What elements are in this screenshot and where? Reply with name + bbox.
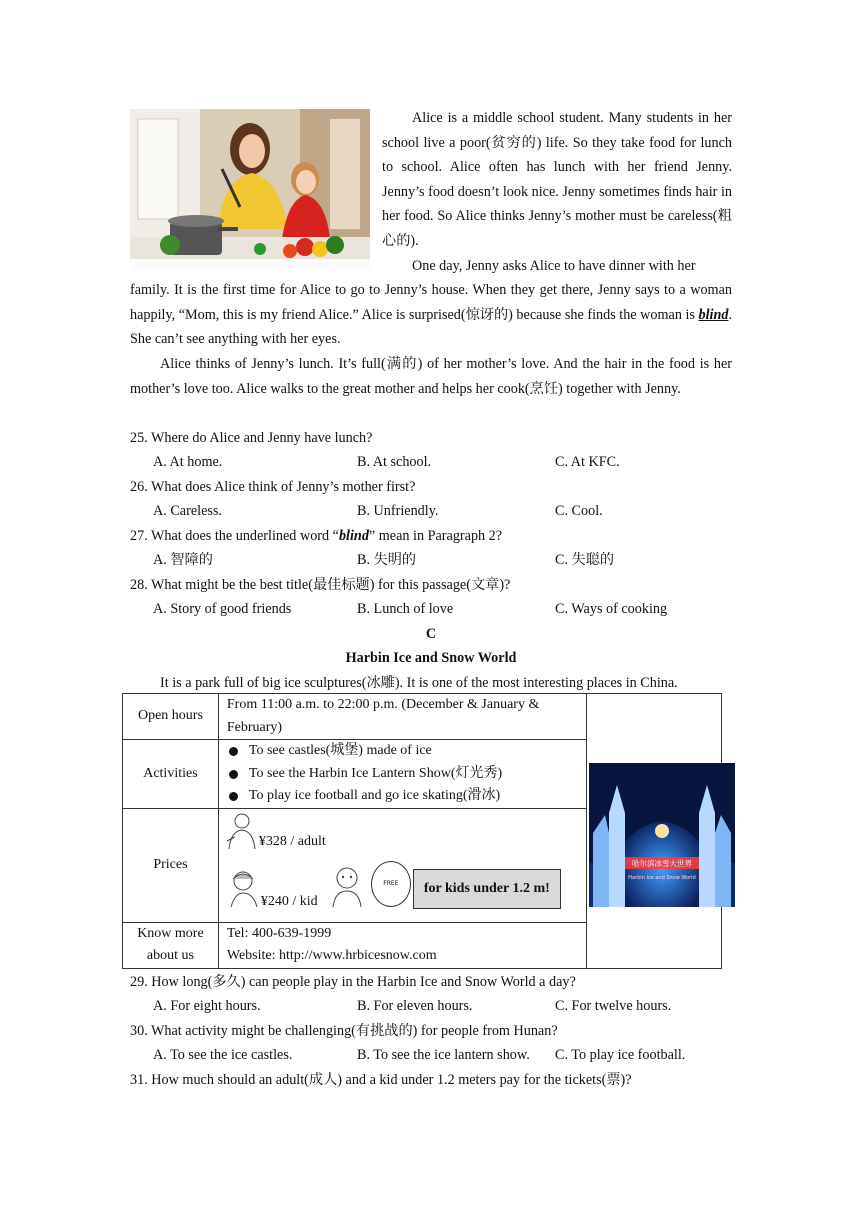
contact-tel: Tel: 400-639-1999 [226, 925, 332, 941]
passage-wrap-text [382, 106, 732, 278]
underlined-word-blind: blind [698, 306, 729, 323]
section-letter: C [425, 626, 437, 642]
kid-price: ¥240 / kid [260, 893, 318, 909]
option-29-b[interactable]: B. For eleven hours. [357, 998, 473, 1014]
activities-label: Activities [123, 740, 219, 809]
question-29: 29. How long(多久) can people play in the Harbin Ice and Snow World a day? [130, 974, 576, 990]
paragraph-3: Alice thinks of Jenny’s lunch. It’s full(满的) of her mother’s love. And the hair in the food is her mother’s love too. Alice walks to the great mother and helps her cook(烹饪) together with Jenny. [130, 356, 732, 397]
paragraph-2-start: One day, Jenny asks Alice to have dinner with her [412, 257, 696, 274]
adult-icon [225, 811, 259, 851]
ice-world-sign: 哈尔滨冰雪大世界 [631, 859, 692, 868]
question-28: 28. What might be the best title(最佳标题) for this passage(文章)? [130, 577, 511, 593]
section-intro: It is a park full of big ice sculptures(冰雕). It is one of the most interesting places in China. [160, 675, 678, 691]
free-note: for kids under 1.2 m! [413, 869, 561, 910]
free-badge: FREE [371, 861, 411, 907]
cooking-photo [130, 109, 370, 269]
know-more-label: Know more about us [123, 922, 219, 968]
option-30-c[interactable]: C. To play ice football. [555, 1047, 686, 1063]
option-30-a[interactable]: A. To see the ice castles. [153, 1047, 293, 1063]
contact-cell [218, 922, 586, 968]
paragraph-1: Alice is a middle school student. Many students in her school live a poor(贫穷的) life. So they take food for lunch to school. Alice often has lunch with her friend Jenny. Jenny’s food doesn’t look nice. Jenny sometimes finds hair in her food. So Alice thinks Jenny’s mother must be careless(粗心的). [382, 110, 732, 249]
question-25: 25. Where do Alice and Jenny have lunch? [130, 430, 373, 446]
option-26-b[interactable]: B. Unfriendly. [357, 503, 439, 519]
activity-item: To see castles(城堡) made of ice [227, 740, 578, 763]
option-28-a[interactable]: A. Story of good friends [153, 601, 292, 617]
question-27: 27. What does the underlined word “blind” mean in Paragraph 2? [130, 528, 503, 544]
info-table [122, 693, 722, 969]
paragraph-2-text-a: family. It is the first time for Alice to go to Jenny’s house. When they get there, Jenny says to a woman happily, “Mom, this is my friend Alice.” Alice is surprised(惊讶的) because she finds the woman is [130, 282, 732, 323]
adult-price: ¥328 / adult [258, 833, 326, 849]
option-25-b[interactable]: B. At school. [357, 454, 432, 470]
question-27-word: blind [338, 528, 369, 544]
option-26-a[interactable]: A. Careless. [153, 503, 222, 519]
option-30-b[interactable]: B. To see the ice lantern show. [357, 1047, 530, 1063]
option-27-a[interactable]: A. 智障的 [153, 552, 213, 568]
ice-world-photo-cell [586, 694, 721, 969]
option-28-b[interactable]: B. Lunch of love [357, 601, 454, 617]
option-25-c[interactable]: C. At KFC. [555, 454, 620, 470]
paragraph-2 [130, 278, 732, 352]
contact-website[interactable]: Website: http://www.hrbicesnow.com [226, 948, 437, 963]
section-title: Harbin Ice and Snow World [345, 650, 517, 666]
activities-list [218, 740, 586, 809]
kid-icon [227, 869, 261, 909]
option-28-c[interactable]: C. Ways of cooking [555, 601, 668, 617]
option-27-b[interactable]: B. 失明的 [357, 552, 417, 568]
activity-item: To see the Harbin Ice Lantern Show(灯光秀) [227, 763, 578, 786]
baby-icon [327, 865, 367, 909]
paragraph-2-text-b: . She can’t see anything with her eyes. [130, 306, 732, 348]
prices-label: Prices [123, 808, 219, 922]
activity-item: To play ice football and go ice skating(滑冰) [227, 785, 578, 808]
option-25-a[interactable]: A. At home. [153, 454, 223, 470]
open-hours-label: Open hours [123, 694, 219, 740]
prices-cell [218, 808, 586, 922]
open-hours-value: From 11:00 a.m. to 22:00 p.m. (December & January & February) [218, 694, 586, 740]
ice-world-photo [589, 763, 735, 907]
option-27-c[interactable]: C. 失聪的 [555, 552, 615, 568]
option-29-a[interactable]: A. For eight hours. [153, 998, 261, 1014]
question-26: 26. What does Alice think of Jenny’s mother first? [130, 479, 416, 495]
question-30: 30. What activity might be challenging(有挑战的) for people from Hunan? [130, 1023, 558, 1039]
option-26-c[interactable]: C. Cool. [555, 503, 603, 519]
ice-world-sign-sub: Harbin Ice and Snow World [628, 875, 696, 881]
question-31: 31. How much should an adult(成人) and a kid under 1.2 meters pay for the tickets(票)? [130, 1072, 632, 1088]
option-29-c[interactable]: C. For twelve hours. [555, 998, 672, 1014]
